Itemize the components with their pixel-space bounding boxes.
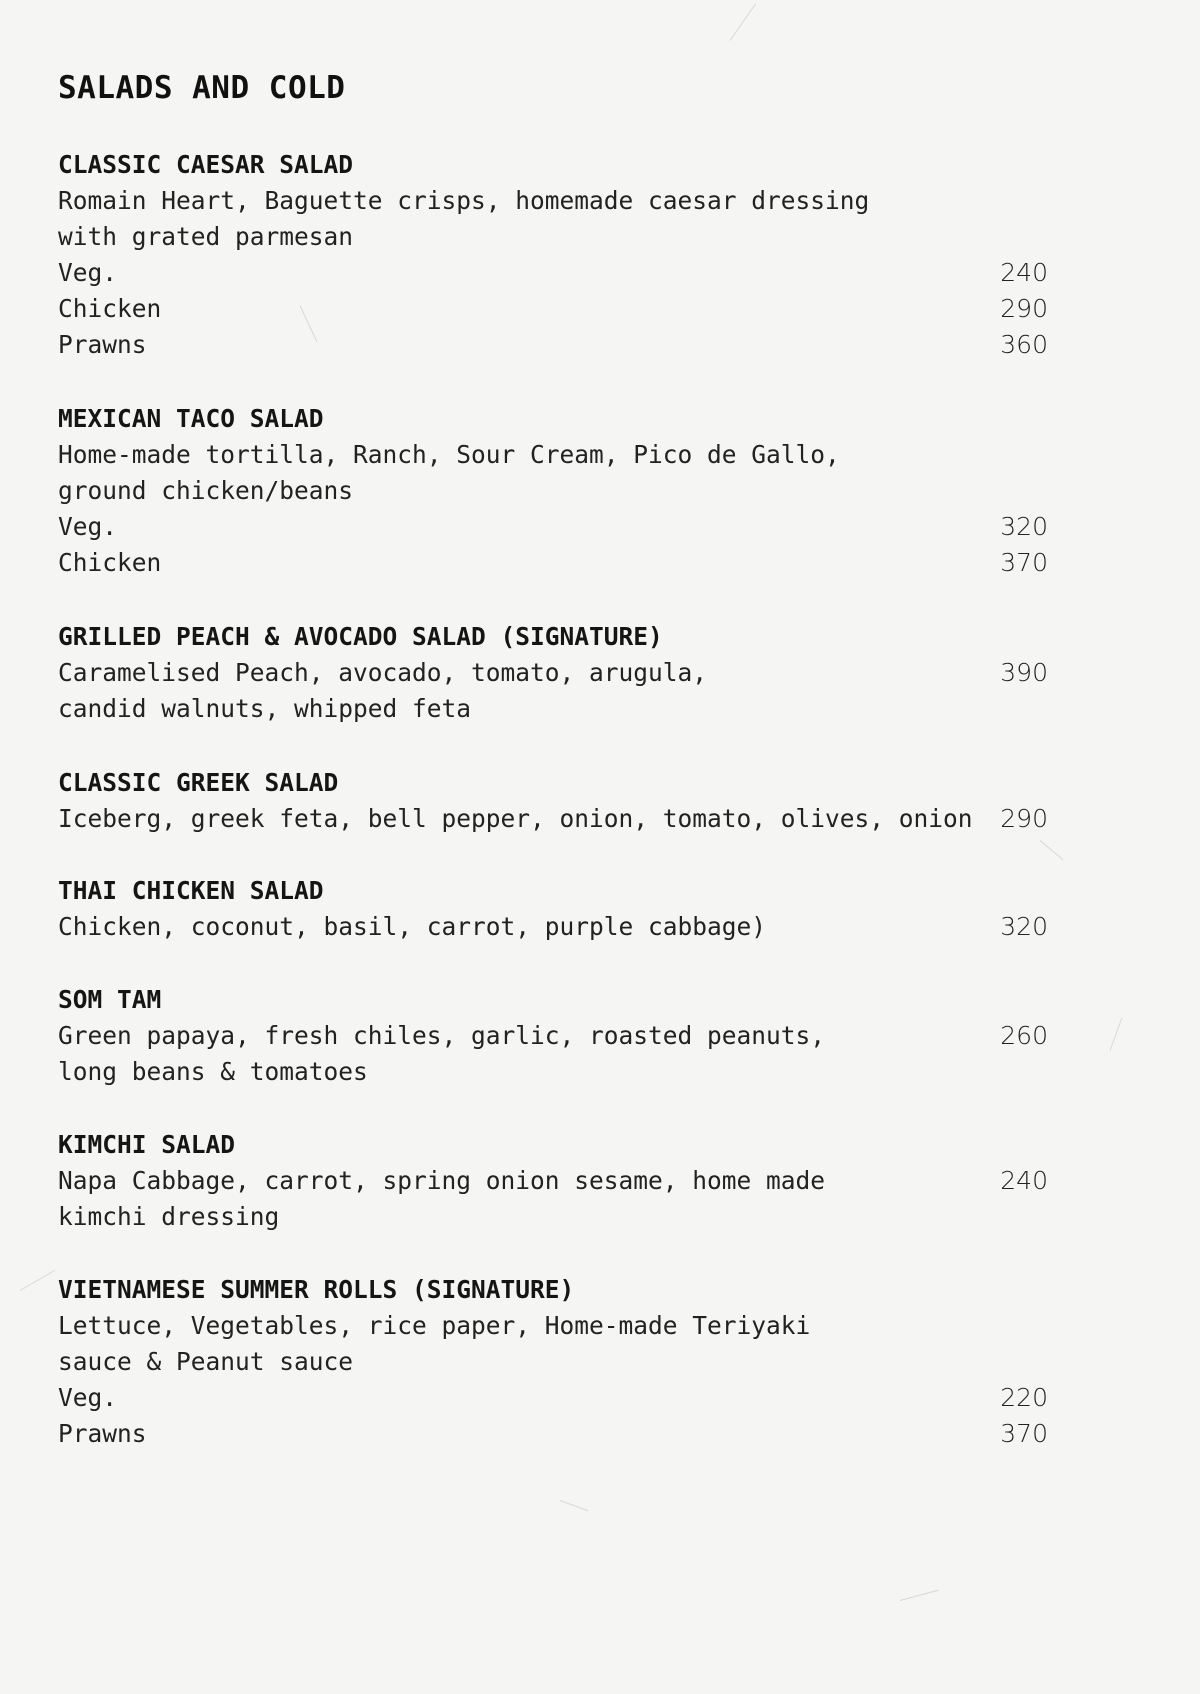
option-price: 370 <box>1000 548 1048 577</box>
option-price: 240 <box>1000 258 1048 287</box>
item-price: 260 <box>1000 1021 1048 1050</box>
item-name: CLASSIC CAESAR SALAD <box>58 150 354 179</box>
item-price: 390 <box>1000 658 1048 687</box>
item-price: 320 <box>1000 912 1048 941</box>
paper-fibre <box>300 305 318 342</box>
item-description: Iceberg, greek feta, bell pepper, onion, tomato, olives, onion <box>58 804 973 833</box>
option-price: 360 <box>1000 330 1048 359</box>
option-price: 320 <box>1000 512 1048 541</box>
item-name: CLASSIC GREEK SALAD <box>58 768 339 797</box>
item-description: candid walnuts, whipped feta <box>58 694 472 723</box>
item-name: MEXICAN TACO SALAD <box>58 404 324 433</box>
section-title: SALADS AND COLD <box>58 70 346 106</box>
item-description: Romain Heart, Baguette crisps, homemade caesar dressing <box>58 186 870 215</box>
item-price: 240 <box>1000 1166 1048 1195</box>
paper-fibre <box>900 1590 939 1601</box>
option-label: Prawns <box>58 1419 147 1448</box>
item-name: THAI CHICKEN SALAD <box>58 876 324 905</box>
option-price: 290 <box>1000 294 1048 323</box>
paper-fibre <box>1110 1017 1123 1050</box>
item-description: kimchi dressing <box>58 1202 280 1231</box>
item-description: Green papaya, fresh chiles, garlic, roasted peanuts, <box>58 1021 826 1050</box>
item-description: with grated parmesan <box>58 222 354 251</box>
option-price: 370 <box>1000 1419 1048 1448</box>
item-description: Home-made tortilla, Ranch, Sour Cream, Pico de Gallo, <box>58 440 840 469</box>
item-description: sauce & Peanut sauce <box>58 1347 354 1376</box>
item-name: SOM TAM <box>58 985 162 1014</box>
item-name: VIETNAMESE SUMMER ROLLS (SIGNATURE) <box>58 1275 575 1304</box>
option-label: Veg. <box>58 1383 118 1412</box>
item-description: Chicken, coconut, basil, carrot, purple cabbage) <box>58 912 767 941</box>
paper-fibre <box>20 1270 55 1291</box>
item-description: Napa Cabbage, carrot, spring onion sesame, home made <box>58 1166 826 1195</box>
item-name: GRILLED PEACH & AVOCADO SALAD (SIGNATURE) <box>58 622 663 651</box>
paper-fibre <box>730 3 757 40</box>
option-label: Chicken <box>58 294 162 323</box>
paper-fibre <box>560 1500 589 1511</box>
item-description: Lettuce, Vegetables, rice paper, Home-made Teriyaki <box>58 1311 811 1340</box>
paper-fibre <box>1040 840 1064 860</box>
option-label: Chicken <box>58 548 162 577</box>
item-description: ground chicken/beans <box>58 476 354 505</box>
option-label: Prawns <box>58 330 147 359</box>
item-price: 290 <box>1000 804 1048 833</box>
item-description: Caramelised Peach, avocado, tomato, arugula, <box>58 658 708 687</box>
option-label: Veg. <box>58 258 118 287</box>
option-label: Veg. <box>58 512 118 541</box>
item-name: KIMCHI SALAD <box>58 1130 236 1159</box>
option-price: 220 <box>1000 1383 1048 1412</box>
item-description: long beans & tomatoes <box>58 1057 368 1086</box>
